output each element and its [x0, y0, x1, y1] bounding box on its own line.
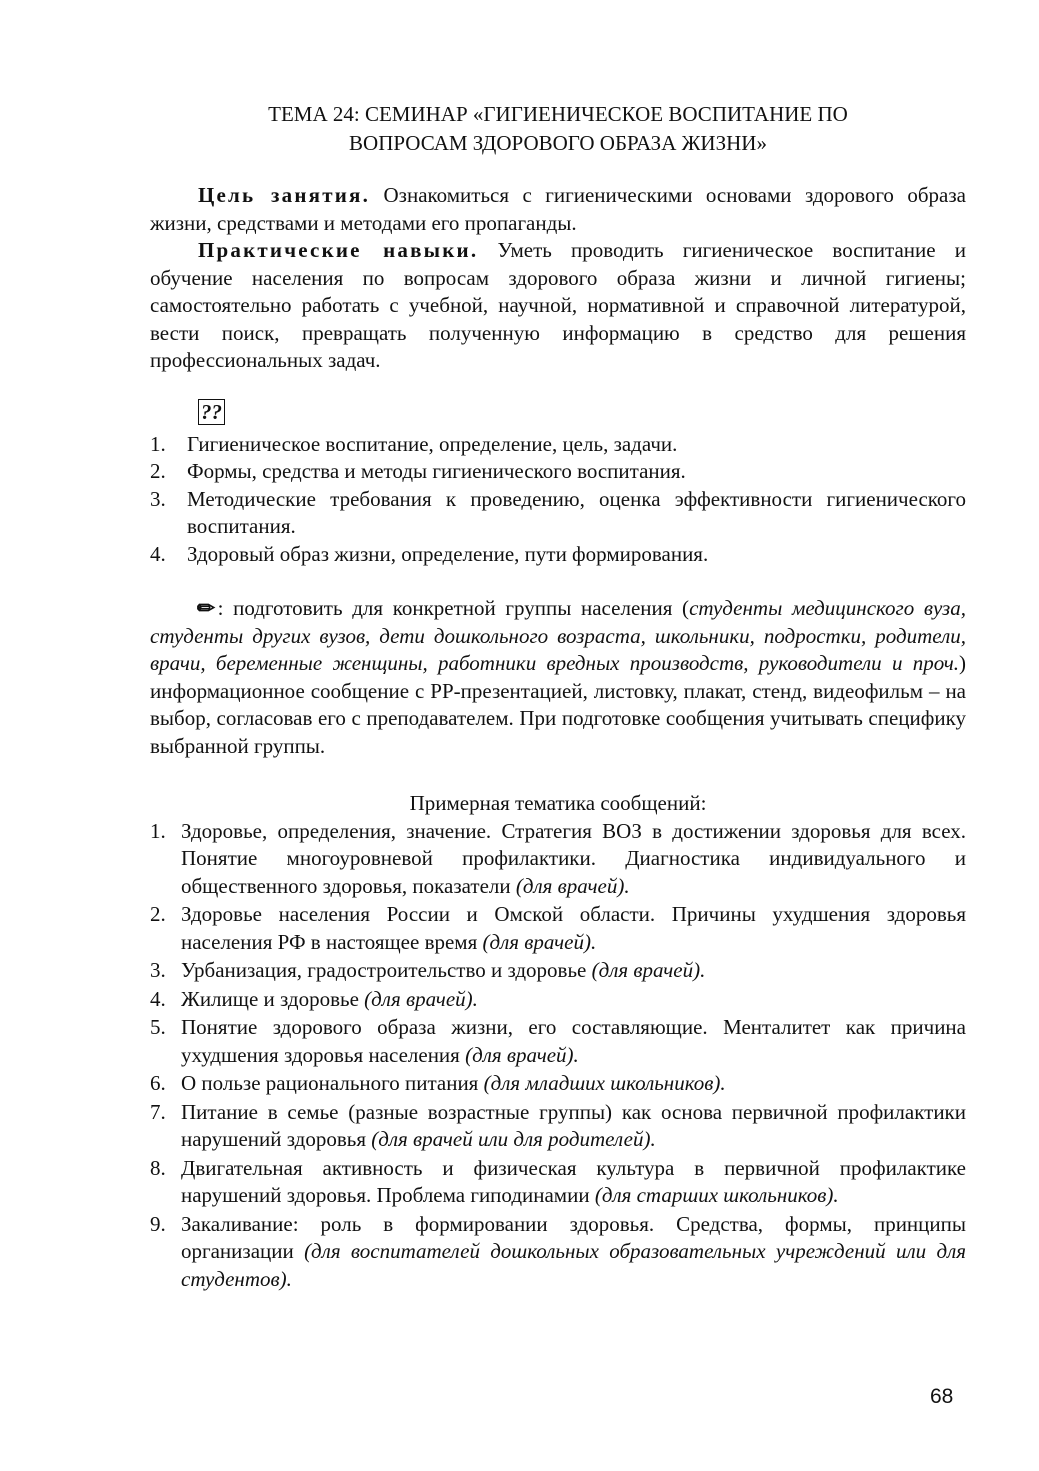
item-number: 1. — [150, 431, 166, 456]
item-audience: (для старших школьников). — [594, 1183, 839, 1207]
pencil-icon: ✎ — [191, 593, 221, 623]
questions-marker-row — [198, 399, 966, 429]
item-number: 3. — [150, 958, 166, 982]
item-text: Методические требования к проведению, оценка эффективности гигиенического воспитания. — [187, 486, 966, 538]
item-number: 3. — [150, 486, 166, 511]
list-item — [150, 486, 966, 541]
item-number: 7. — [150, 1099, 166, 1124]
page-title — [150, 100, 966, 158]
list-item — [150, 901, 966, 956]
skills-paragraph — [150, 237, 966, 375]
item-audience: (для врачей). — [515, 873, 630, 898]
list-item — [150, 1099, 966, 1154]
title-line-2: ВОПРОСАМ ЗДОРОВОГО ОБРАЗА ЖИЗНИ» — [349, 131, 767, 155]
list-item — [150, 1211, 966, 1294]
item-text: Здоровье, определения, значение. Стратегия ВОЗ в достижении здоровья для всех. Понятие многоуровневой профилактики. Диагностика индивидуального и общественного здоровья, показатели — [181, 818, 966, 898]
list-item — [150, 1155, 966, 1210]
item-number: 5. — [150, 1015, 166, 1039]
list-item — [150, 818, 966, 901]
goal-text: Ознакомиться с гигиеническими основами здорового образа жизни, средствами и методами его пропаганды. — [150, 183, 966, 235]
item-text: Закаливание: роль в формировании здоровья. Средства, формы, принципы организации — [181, 1211, 966, 1263]
item-number: 2. — [150, 902, 166, 926]
item-text: Здоровый образ жизни, определение, пути формирования. — [187, 541, 709, 566]
list-item — [150, 986, 966, 1014]
item-text: Здоровье населения России и Омской области. Причины ухудшения здоровья населения РФ в настоящее время — [181, 902, 966, 954]
item-number: 2. — [150, 459, 166, 483]
item-text: О пользе рационального питания — [181, 1071, 484, 1095]
title-line-1: ТЕМА 24: СЕМИНАР «ГИГИЕНИЧЕСКОЕ ВОСПИТАНИЕ ПО — [268, 102, 848, 126]
item-text: Урбанизация, градостроительство и здоровье — [181, 958, 592, 982]
topics-list — [150, 818, 966, 1294]
item-audience: (для врачей). — [482, 929, 597, 954]
item-text: Питание в семье (разные возрастные группы) как основа первичной профилактики нарушений здоровья — [181, 1099, 966, 1151]
item-text: Понятие здорового образа жизни, его составляющие. Менталитет как причина ухудшения здоровья населения — [181, 1015, 966, 1067]
task-audience: студенты медицинского вуза, студенты других вузов, дети дошкольного возраста, школьники, подростки, родители, врачи, беременные женщины, работники вредных производств, руководители и проч. — [150, 596, 966, 675]
list-item — [150, 431, 966, 459]
goal-label: Цель занятия. — [198, 183, 371, 207]
page-number: 68 — [930, 1385, 954, 1408]
item-number: 9. — [150, 1211, 166, 1236]
document-page — [150, 100, 966, 1294]
questions-list — [150, 431, 966, 569]
list-item — [150, 957, 966, 985]
item-text: Формы, средства и методы гигиенического воспитания. — [187, 459, 686, 483]
item-text: Гигиеническое воспитание, определение, цель, задачи. — [187, 431, 678, 456]
task-paragraph — [150, 595, 966, 760]
item-audience: (для воспитателей дошкольных образовательных учреждений или для студентов). — [181, 1239, 966, 1291]
item-number: 1. — [150, 818, 166, 843]
task-lead: : подготовить для конкретной группы населения ( — [217, 596, 690, 620]
skills-label: Практические навыки. — [198, 238, 479, 262]
item-audience: (для врачей). — [465, 1042, 579, 1067]
item-audience: (для врачей или для родителей). — [371, 1127, 656, 1151]
item-number: 4. — [150, 986, 166, 1011]
skills-text: Уметь проводить гигиеническое воспитание и обучение населения по вопросам здорового образа жизни и личной гигиены; самостоятельно работать с учебной, научной, нормативной и справочной литературой, вести поиск, превращать полученную информацию в средство для решения профессиональных задач. — [150, 238, 966, 372]
item-text: Двигательная активность и физическая культура в первичной профилактике нарушений здоровья. Проблема гиподинамии — [181, 1155, 966, 1207]
list-item — [150, 541, 966, 569]
list-item — [150, 1070, 966, 1098]
item-text: Жилище и здоровье — [181, 986, 365, 1011]
list-item — [150, 458, 966, 486]
item-audience: (для врачей). — [591, 958, 706, 982]
goal-paragraph — [150, 182, 966, 237]
item-audience: (для врачей). — [364, 986, 478, 1011]
item-number: 4. — [150, 541, 166, 566]
topics-heading: Примерная тематика сообщений: — [409, 791, 707, 815]
task-rest: ) информационное сообщение с РР-презентацией, листовку, плакат, стенд, видеофильм – на выбор, согласовав его с преподавателем. При подготовке сообщения учитывать специфику выбранной группы. — [150, 651, 966, 758]
questions-mark-icon: ?? — [198, 399, 225, 425]
item-audience: (для младших школьников). — [483, 1071, 726, 1095]
item-number: 6. — [150, 1071, 166, 1095]
item-number: 8. — [150, 1155, 166, 1180]
list-item — [150, 1014, 966, 1069]
